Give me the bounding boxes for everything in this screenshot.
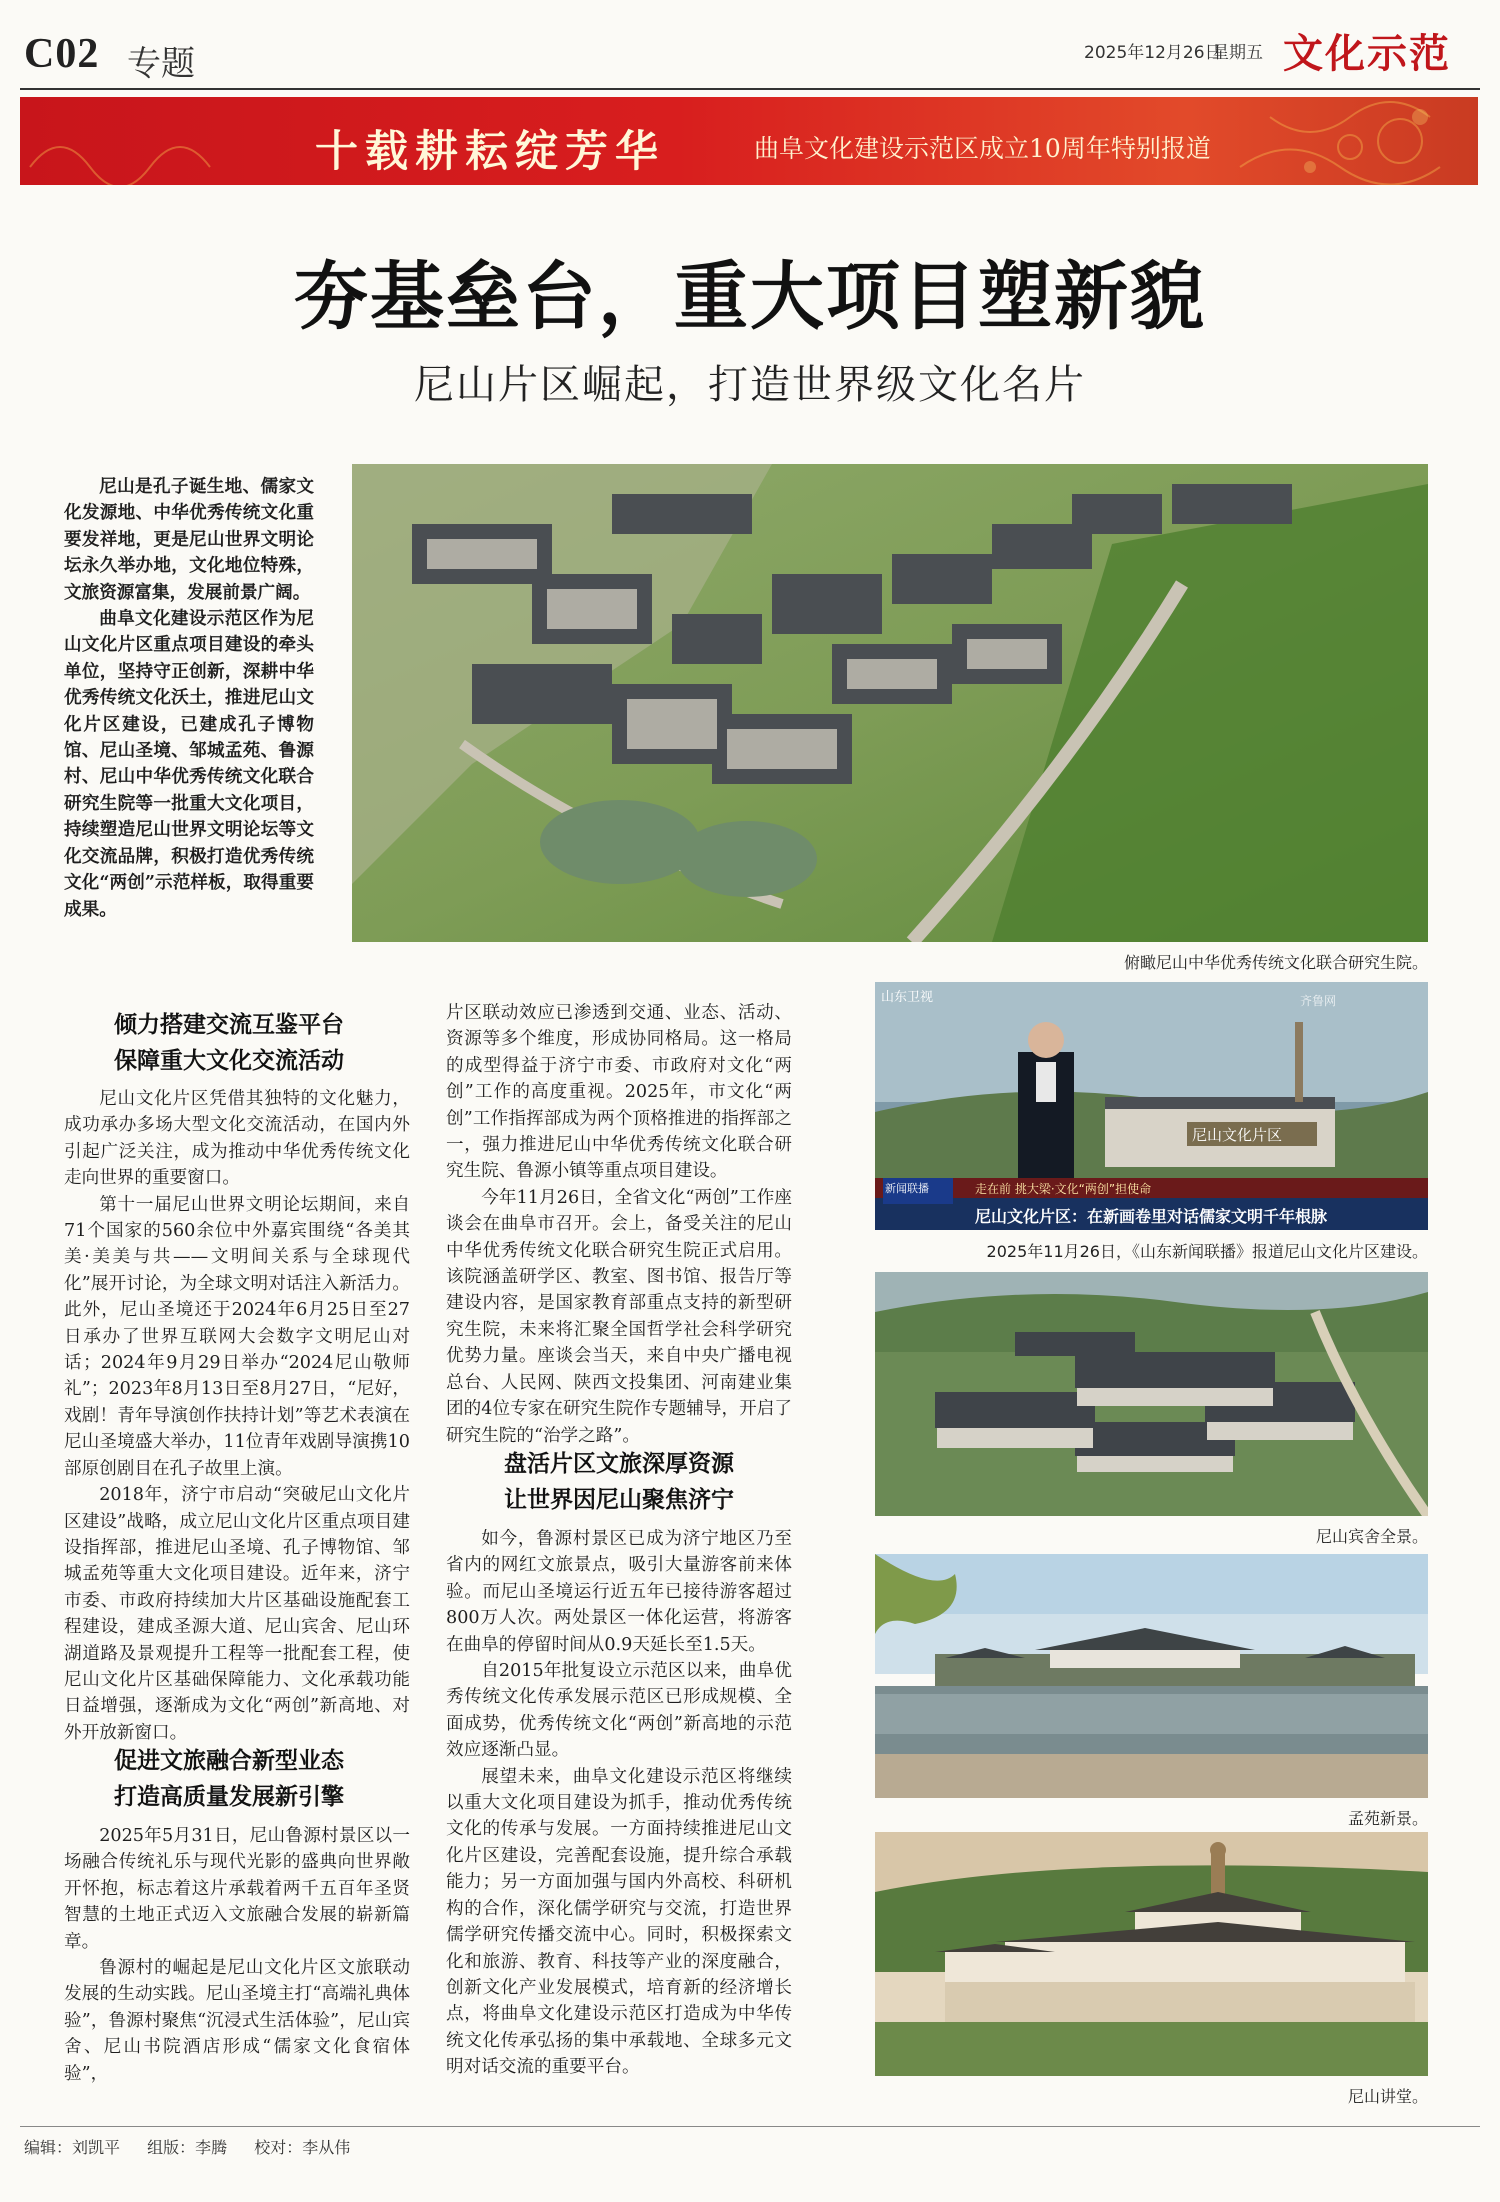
body-paragraph: 片区联动效应已渗透到交通、业态、活动、资源等多个维度，形成协同格局。这一格局的成型得益于济宁市委、市政府对文化“两创”工作的高度重视。2025年，市文化“两创”工作指挥部成为两个顶格推进的指挥部之一，强力推进尼山中华优秀传统文化联合研究生院、鲁源小镇等重点项目建设。	[446, 1003, 792, 1182]
header-rule	[20, 88, 1480, 90]
credits	[24, 2135, 372, 2158]
footer-rule	[20, 2126, 1480, 2127]
special-report-banner	[20, 97, 1478, 185]
layout-credit: 组版：李腾	[147, 2138, 228, 2157]
jiangtang-caption: 尼山讲堂。	[1347, 2087, 1428, 2106]
banner-title: 十载耕耘绽芳华	[315, 127, 665, 177]
proof-credit: 校对：李从伟	[254, 2138, 351, 2157]
lead-paragraph: 曲阜文化建设示范区作为尼山文化片区重点项目建设的牵头单位，坚持守正创新，深耕中华优秀传统文化沃土，推进尼山文化片区建设，已建成孔子博物馆、尼山圣境、邹城孟苑、鲁源村、尼山中华优秀传统文化联合研究生院等一批重大文化项目，持续塑造尼山世界文明论坛等文化交流品牌，积极打造优秀传统文化“两创”示范样板，取得重要成果。	[64, 608, 314, 920]
section-body-continued	[446, 1000, 792, 1449]
body-paragraph: 2025年5月31日，尼山鲁源村景区以一场融合传统礼乐与现代光影的盛典向世界敞开怀抱，标志着这片承载着两千五百年圣贤智慧的土地正式迈入文旅融合发展的崭新篇章。	[64, 1826, 410, 1952]
tv-photo-caption: 2025年11月26日，《山东新闻联播》报道尼山文化片区建设。	[986, 1242, 1428, 1261]
section-heading-line: 倾力搭建交流互鉴平台	[114, 1011, 344, 1038]
section-heading	[446, 1446, 792, 1518]
editor-credit: 编辑：刘凯平	[24, 2138, 121, 2157]
body-paragraph: 鲁源村的崛起是尼山文化片区文旅联动发展的生动实践。尼山圣境主打“高端礼典体验”，鲁源村聚焦“沉浸式生活体验”，尼山宾舍、尼山书院酒店形成“儒家文化食宿体验”，	[64, 1958, 410, 2084]
section-heading-line: 让世界因尼山聚焦济宁	[504, 1486, 734, 1513]
aerial-photo-research-institute	[352, 464, 1428, 942]
subheadline: 尼山片区崛起，打造世界级文化名片	[414, 362, 1086, 408]
body-paragraph: 展望未来，曲阜文化建设示范区将继续以重大文化项目建设为抓手，推动优秀传统文化的传承与发展。一方面持续推进尼山文化片区建设，完善配套设施，提升综合承载能力；另一方面加强与国内外高校、科研机构的合作，深化儒学研究与交流，打造世界儒学研究传播交流中心。同时，积极探索文化和旅游、教育、科技等产业的深度融合，创新文化产业发展模式，培育新的经济增长点，将曲阜文化建设示范区打造成为中华传统文化传承弘扬的集中承载地、全球多元文明对话交流的重要平台。	[446, 1766, 792, 2078]
banner-subtitle: 曲阜文化建设示范区成立10周年特别报道	[754, 134, 1211, 163]
section-body	[64, 1086, 410, 1746]
section-heading-line: 保障重大文化交流活动	[114, 1047, 344, 1074]
mengyuan-photo	[875, 1554, 1428, 1798]
tv-ticker-top: 走在前 挑大梁·文化“两创”担使命	[975, 1182, 1152, 1196]
mengyuan-caption: 孟苑新景。	[1347, 1809, 1428, 1828]
banner-decoration	[20, 97, 1478, 185]
section-heading	[64, 1743, 394, 1815]
section-body	[446, 1526, 792, 2081]
binshe-photo	[875, 1272, 1428, 1516]
tv-channel-logo: 山东卫视	[881, 990, 934, 1005]
tv-scene-sign: 尼山文化片区	[1192, 1126, 1283, 1144]
body-paragraph: 今年11月26日，全省文化“两创”工作座谈会在曲阜市召开。会上，备受关注的尼山中华优秀传统文化联合研究生院正式启用。该院涵盖研学区、教室、图书馆、报告厅等建设内容，是国家教育部重点支持的新型研究生院，未来将汇聚全国哲学社会科学研究优势力量。座谈会当天，来自中央广播电视总台、人民网、陕西文投集团、河南建业集团的4位专家在研究生院作专题辅导，开启了研究生院的“治学之路”。	[446, 1187, 792, 1446]
section-heading-line: 打造高质量发展新引擎	[114, 1783, 344, 1810]
tv-ticker: 尼山文化片区：在新画卷里对话儒家文明千年根脉	[975, 1207, 1328, 1226]
brand-logo: 文化示范	[1283, 31, 1451, 77]
issue-weekday: 星期五	[1212, 43, 1263, 63]
body-paragraph: 如今，鲁源村景区已成为济宁地区乃至省内的网红文旅景点，吸引大量游客前来体验。而尼山圣境运行近五年已接待游客超过800万人次。两处景区一体化运营，将游客在曲阜的停留时间从0.9天延长至1.5天。	[446, 1529, 792, 1655]
section-heading	[64, 1007, 394, 1079]
page-code: C02	[24, 31, 100, 77]
body-paragraph: 第十一届尼山世界文明论坛期间，来自71个国家的560余位中外嘉宾围绕“各美其美·美美与共——文明间关系与全球现代化”展开讨论，为全球文明对话注入新活力。此外，尼山圣境还于2024年6月25日至27日承办了世界互联网大会数字文明尼山对话；2024年9月29日举办“2024尼山敬师礼”；2023年8月13日至8月27日，“尼好，戏剧！青年导演创作扶持计划”等艺术表演在尼山圣境盛大举办，11位青年戏剧导演携10部原创剧目在孔子故里上演。	[64, 1194, 410, 1479]
jiangtang-photo	[875, 1832, 1428, 2076]
binshe-caption: 尼山宾舍全景。	[1315, 1527, 1428, 1546]
aerial-photo-caption: 俯瞰尼山中华优秀传统文化联合研究生院。	[1123, 953, 1428, 972]
section-name: 专题	[127, 44, 195, 84]
tv-logo: 新闻联播	[885, 1182, 929, 1195]
section-heading-line: 促进文旅融合新型业态	[114, 1747, 344, 1774]
section-body	[64, 1823, 410, 2087]
issue-date: 2025年12月26日	[1084, 43, 1222, 63]
lead-paragraph: 尼山是孔子诞生地、儒家文化发源地、中华优秀传统文化重要发祥地，更是尼山世界文明论坛永久举办地，文化地位特殊，文旅资源富集，发展前景广阔。	[64, 476, 314, 603]
headline: 夯基垒台，重大项目塑新貌	[294, 254, 1206, 340]
body-paragraph: 自2015年批复设立示范区以来，曲阜优秀传统文化传承发展示范区已形成规模、全面成势，优秀传统文化“两创”新高地的示范效应逐渐凸显。	[446, 1661, 792, 1761]
section-heading-line: 盘活片区文旅深厚资源	[504, 1450, 734, 1477]
body-paragraph: 2018年，济宁市启动“突破尼山文化片区建设”战略，成立尼山文化片区重点项目建设指挥部，推进尼山圣境、孔子博物馆、邹城孟苑等重大文化项目建设。近年来，济宁市委、市政府持续加大片区基础设施配套工程建设，建成圣源大道、尼山宾舍、尼山环湖道路及景观提升工程等一批配套工程，使尼山文化片区基础保障能力、文化承载功能日益增强，逐渐成为文化“两创”新高地、对外开放新窗口。	[64, 1485, 410, 1743]
lead-text	[64, 474, 314, 923]
tv-watermark: 齐鲁网	[1300, 994, 1337, 1008]
tv-news-screenshot	[875, 982, 1428, 1230]
body-paragraph: 尼山文化片区凭借其独特的文化魅力，成功承办多场大型文化交流活动，在国内外引起广泛关注，成为推动中华优秀传统文化走向世界的重要窗口。	[64, 1089, 410, 1189]
